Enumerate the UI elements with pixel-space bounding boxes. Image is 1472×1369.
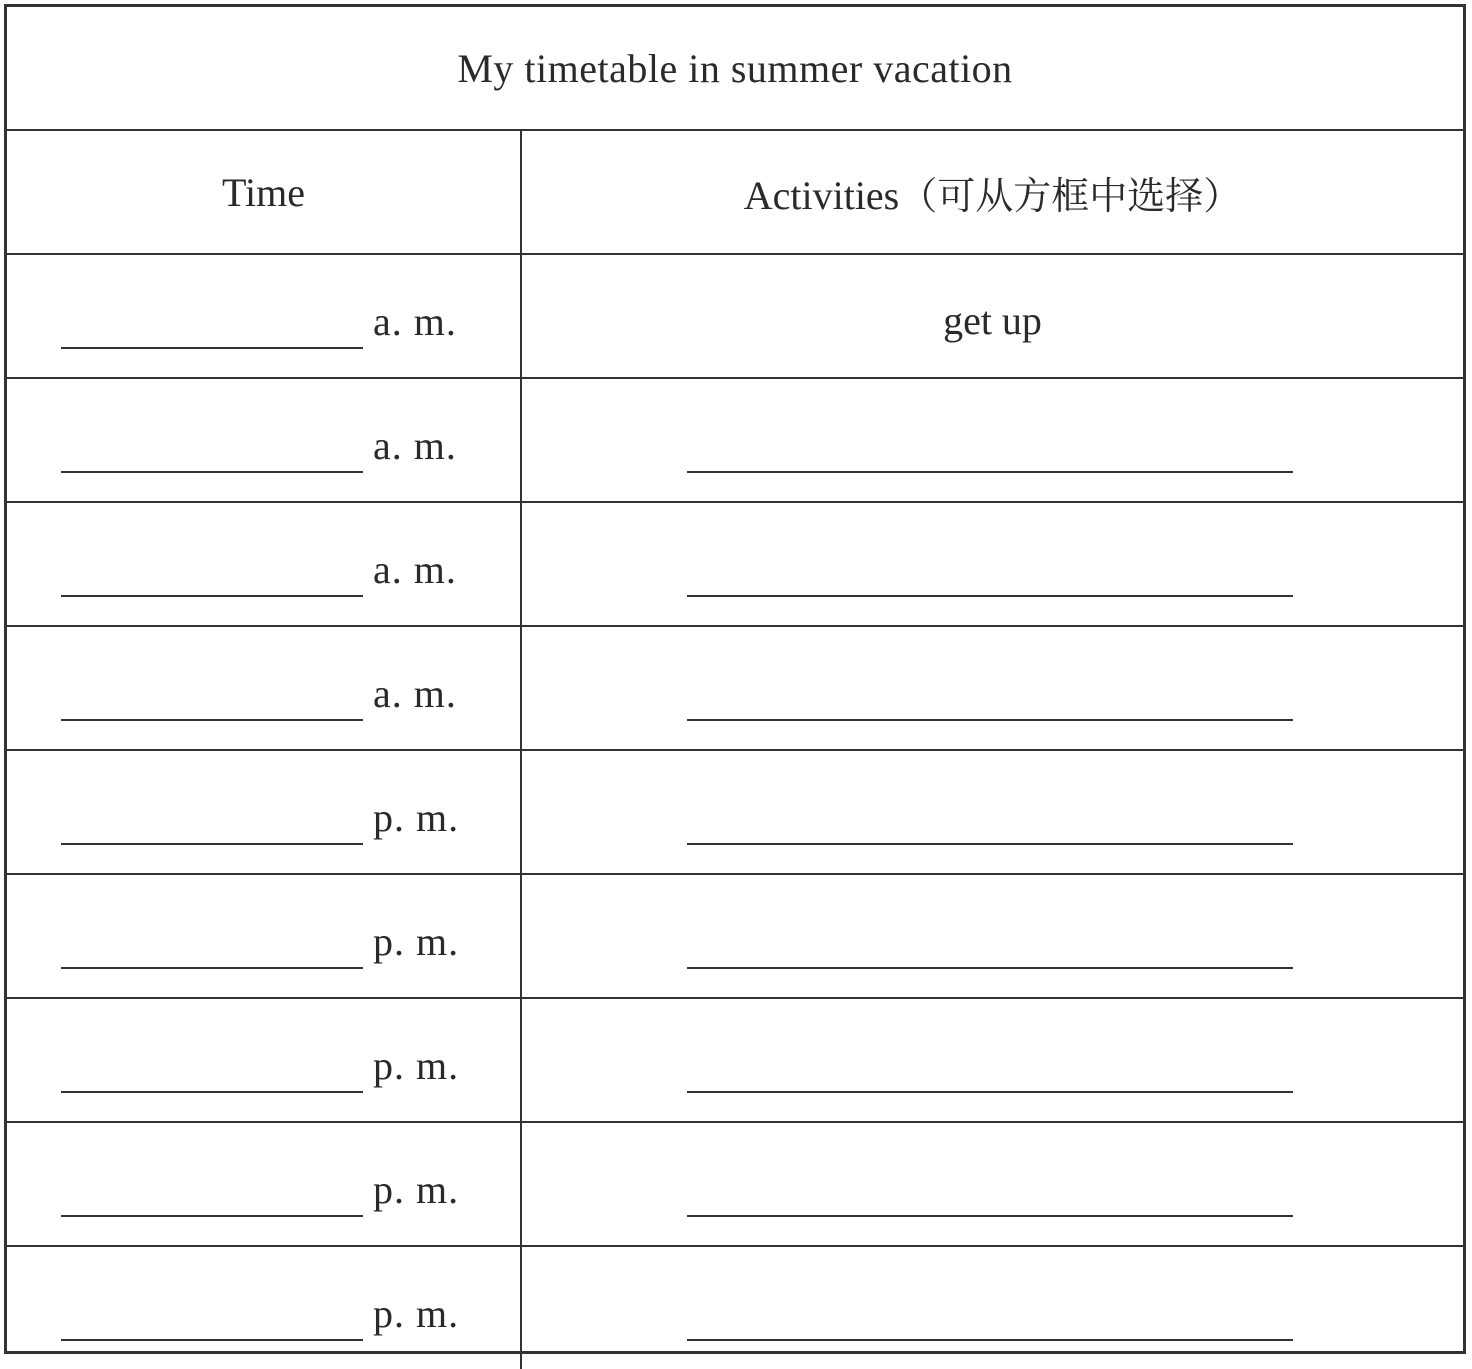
activity-cell xyxy=(521,378,1463,502)
time-cell xyxy=(7,874,521,998)
table-row xyxy=(7,378,1463,502)
table-row xyxy=(7,1246,1463,1369)
time-blank-line[interactable] xyxy=(61,843,363,845)
activity-blank-line[interactable] xyxy=(687,471,1293,473)
time-cell xyxy=(7,254,521,378)
activity-blank-line[interactable] xyxy=(687,1339,1293,1341)
activity-cell xyxy=(521,998,1463,1122)
activity-text: get up xyxy=(943,297,1042,343)
period-label: p. m. xyxy=(373,1043,460,1088)
time-blank-line[interactable] xyxy=(61,347,363,349)
activities-column-header xyxy=(521,130,1463,254)
activity-blank-line[interactable] xyxy=(687,1091,1293,1093)
activity-cell xyxy=(521,254,1463,378)
activity-cell xyxy=(521,750,1463,874)
time-column-header: Time xyxy=(7,130,521,254)
activity-cell xyxy=(521,1246,1463,1369)
timetable xyxy=(7,7,1463,1369)
period-label: p. m. xyxy=(373,1291,460,1336)
activities-header-note: （可从方框中选择） xyxy=(899,173,1242,218)
period-label: a. m. xyxy=(373,299,457,344)
timetable-title: My timetable in summer vacation xyxy=(7,7,1463,130)
period-label: p. m. xyxy=(373,919,460,964)
time-cell xyxy=(7,998,521,1122)
period-label: a. m. xyxy=(373,671,457,716)
time-cell xyxy=(7,502,521,626)
activity-blank-line[interactable] xyxy=(687,967,1293,969)
activity-cell xyxy=(521,626,1463,750)
timetable-sheet xyxy=(4,4,1466,1354)
time-cell xyxy=(7,626,521,750)
table-row xyxy=(7,254,1463,378)
period-label: p. m. xyxy=(373,795,460,840)
activity-blank-line[interactable] xyxy=(687,1215,1293,1217)
time-blank-line[interactable] xyxy=(61,719,363,721)
table-row xyxy=(7,1122,1463,1246)
table-row xyxy=(7,626,1463,750)
time-cell xyxy=(7,378,521,502)
period-label: a. m. xyxy=(373,547,457,592)
period-label: a. m. xyxy=(373,423,457,468)
activity-cell xyxy=(521,874,1463,998)
time-cell xyxy=(7,1246,521,1369)
time-blank-line[interactable] xyxy=(61,1091,363,1093)
time-blank-line[interactable] xyxy=(61,595,363,597)
table-row xyxy=(7,998,1463,1122)
activity-cell xyxy=(521,1122,1463,1246)
time-cell xyxy=(7,750,521,874)
activity-blank-line[interactable] xyxy=(687,595,1293,597)
period-label: p. m. xyxy=(373,1167,460,1212)
activities-header-label: Activities xyxy=(743,172,900,218)
table-row xyxy=(7,502,1463,626)
table-row xyxy=(7,750,1463,874)
time-cell xyxy=(7,1122,521,1246)
activity-blank-line[interactable] xyxy=(687,843,1293,845)
time-blank-line[interactable] xyxy=(61,471,363,473)
time-blank-line[interactable] xyxy=(61,967,363,969)
activity-cell xyxy=(521,502,1463,626)
time-blank-line[interactable] xyxy=(61,1215,363,1217)
time-blank-line[interactable] xyxy=(61,1339,363,1341)
table-row xyxy=(7,874,1463,998)
activity-blank-line[interactable] xyxy=(687,719,1293,721)
